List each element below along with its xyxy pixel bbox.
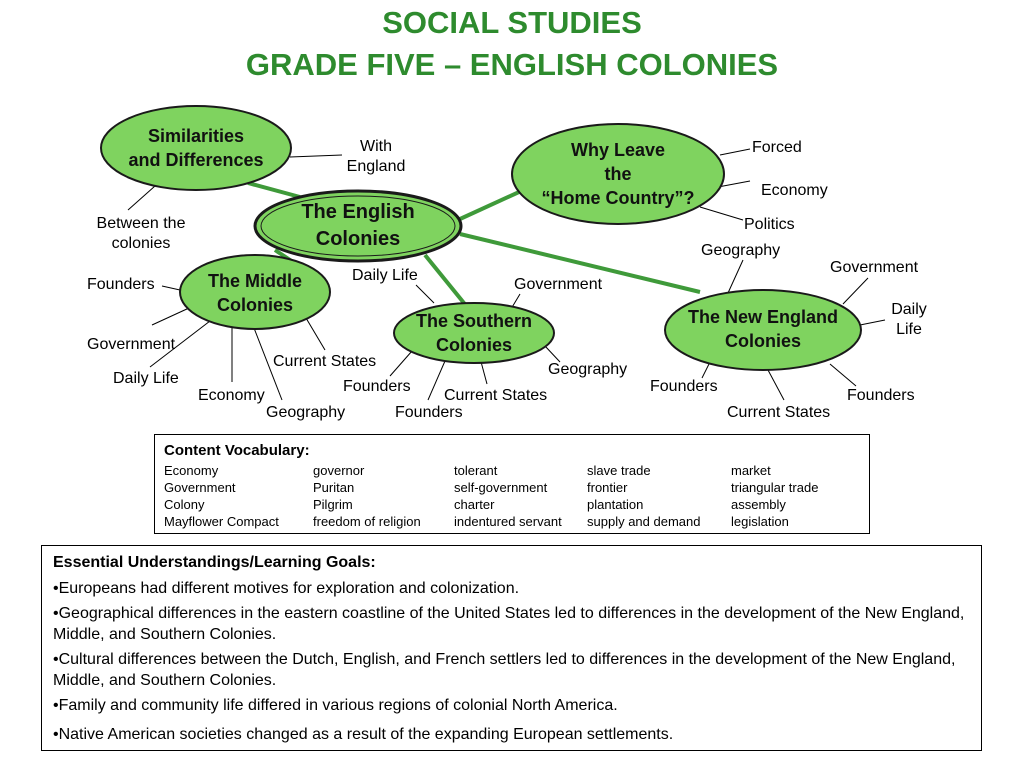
node-english-colonies-label: The English Colonies bbox=[301, 201, 415, 250]
goals-title: Essential Understandings/Learning Goals: bbox=[53, 554, 376, 571]
learning-goals-box bbox=[41, 545, 982, 751]
node-new-england-label: The New England Colonies bbox=[687, 307, 838, 351]
label-ne-current-states: Current States bbox=[727, 404, 831, 421]
label-between-colonies: Between the colonies bbox=[96, 215, 186, 252]
label-with-england: With England bbox=[346, 138, 406, 175]
vocab-col-3: tolerant self-government charter indentured servant bbox=[454, 463, 562, 529]
label-forced: Forced bbox=[752, 139, 802, 156]
label-economy-why: Economy bbox=[761, 182, 828, 199]
goal-item: •Europeans had different motives for exploration and colonization. bbox=[53, 580, 520, 597]
goal-item: •Cultural differences between the Dutch, English, and French settlers led to differences in the development of the New England, Middle, and Southern Colonies. bbox=[53, 651, 956, 689]
label-middle-founders: Founders bbox=[87, 276, 155, 293]
label-middle-economy: Economy bbox=[198, 387, 265, 404]
connector-center-similarities bbox=[248, 183, 300, 197]
page-title-line-1: SOCIAL STUDIES bbox=[382, 5, 642, 40]
label-south-founders-left: Founders bbox=[343, 378, 411, 395]
label-geography-why: Geography bbox=[701, 242, 781, 259]
label-middle-current-states: Current States bbox=[273, 353, 377, 370]
goal-item: •Family and community life differed in various regions of colonial North America. bbox=[53, 697, 618, 714]
goal-item: •Geographical differences in the eastern coastline of the United States led to differences in the development of the New England, Middle, and Southern Colonies. bbox=[53, 605, 965, 643]
label-south-founders-bottom: Founders bbox=[395, 404, 463, 421]
label-ne-daily-life: Daily Life bbox=[891, 301, 927, 338]
content-vocabulary-box bbox=[154, 434, 870, 534]
page-title-line-2: GRADE FIVE – ENGLISH COLONIES bbox=[245, 47, 779, 82]
node-why-leave-label: Why Leave the “Home Country”? bbox=[541, 140, 695, 208]
label-middle-geography: Geography bbox=[266, 404, 346, 421]
label-south-current-states: Current States bbox=[444, 387, 548, 404]
vocab-col-2: governor Puritan Pilgrim freedom of religion bbox=[313, 463, 421, 529]
label-ne-government: Government bbox=[830, 259, 919, 276]
node-southern-colonies-label: The Southern Colonies bbox=[416, 311, 532, 355]
vocab-col-5: market triangular trade assembly legislation bbox=[731, 463, 819, 529]
label-middle-daily-life: Daily Life bbox=[113, 370, 179, 387]
label-south-government: Government bbox=[514, 276, 603, 293]
goal-item: •Native American societies changed as a result of the expanding European settlements. bbox=[53, 726, 674, 743]
vocabulary-title: Content Vocabulary: bbox=[164, 442, 310, 459]
label-middle-government: Government bbox=[87, 336, 176, 353]
vocab-col-1: Economy Government Colony Mayflower Compact bbox=[164, 463, 279, 529]
node-similarities-label: Similarities and Differences bbox=[128, 126, 264, 170]
vocab-col-4: slave trade frontier plantation supply and demand bbox=[587, 463, 701, 529]
label-south-geography: Geography bbox=[548, 361, 628, 378]
label-ne-founders-right: Founders bbox=[847, 387, 915, 404]
node-middle-colonies-label: The Middle Colonies bbox=[208, 271, 302, 315]
label-ne-founders-left: Founders bbox=[650, 378, 718, 395]
label-daily-life-center: Daily Life bbox=[352, 267, 418, 284]
label-politics: Politics bbox=[744, 216, 795, 233]
